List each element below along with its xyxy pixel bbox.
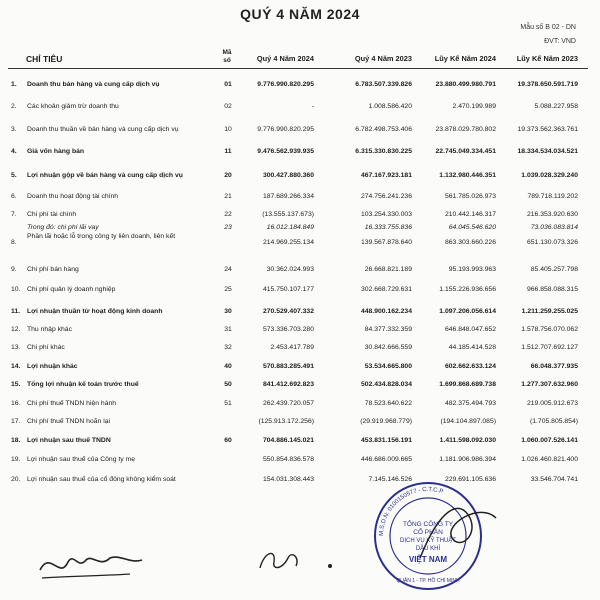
value-q4-2024: 214.969.255.134 [262,239,314,246]
value-q4-2024: 16.012.184.849 [266,224,314,231]
signature-right [400,488,510,578]
row-code: 25 [224,286,232,293]
row-label: Các khoản giảm trừ doanh thu [27,103,119,110]
value-q4-2023: 448.900.162.234 [360,308,412,315]
value-ytd-2024: 23.878.029.780.802 [435,126,496,133]
row-code: 40 [224,363,232,370]
value-q4-2024: 187.689.266.334 [262,193,314,200]
value-ytd-2023: 33.546.704.741 [530,476,578,483]
row-code: 60 [224,437,232,444]
value-q4-2023: 30.842.666.559 [364,344,412,351]
seal-line-2: CỔ PHẦN [413,529,443,536]
row-code: 01 [224,81,232,88]
header-code: Mã số [222,49,232,64]
value-q4-2023: 6.783.507.339.826 [355,81,412,88]
row-number: 12. [11,326,21,333]
row-label: Lợi nhuận gộp về bán hàng và cung cấp dịch vụ [27,172,183,179]
value-q4-2023: 16.333.755.836 [364,224,412,231]
row-code: 30 [224,308,232,315]
value-ytd-2023: 19.378.650.591.719 [517,81,578,88]
value-q4-2024: 2.453.417.789 [270,344,314,351]
value-q4-2023: (29.919.968.779) [360,418,412,425]
row-number: 18. [11,437,21,444]
value-q4-2024: 9.476.562.939.935 [257,148,314,155]
value-ytd-2023: 73.036.083.814 [530,224,578,231]
value-q4-2023: 78.523.640.622 [364,400,412,407]
row-number: 16. [11,400,21,407]
value-q4-2023: 139.567.878.640 [360,239,412,246]
row-number: 1. [11,81,17,88]
value-ytd-2023: 85.405.257.798 [530,266,578,273]
row-number: 6. [11,193,17,200]
row-label: Doanh thu bán hàng và cung cấp dịch vụ [27,81,160,88]
value-ytd-2023: 219.005.912.673 [526,400,578,407]
header-divider [8,68,588,69]
value-ytd-2023: 966.858.088.315 [526,286,578,293]
value-ytd-2024: 863.303.660.226 [444,239,496,246]
value-ytd-2024: 1.155.226.936.656 [439,286,496,293]
row-number: 19. [11,456,21,463]
header-ytd-2024: Lũy Kế Năm 2024 [434,54,496,63]
row-number: 13. [11,344,21,351]
value-ytd-2024: 646.848.047.652 [444,326,496,333]
seal-line-1: TỔNG CÔNG TY [402,521,454,528]
row-number: 8. [11,239,17,246]
value-ytd-2023: (1.705.805.854) [530,418,578,425]
value-ytd-2023: 651.130.073.326 [526,239,578,246]
value-q4-2024: 154.031.308.443 [262,476,314,483]
value-q4-2024: 550.854.836.578 [262,456,314,463]
value-ytd-2024: 22.745.049.334.451 [435,148,496,155]
value-q4-2024: (125.913.172.256) [258,418,314,425]
row-number: 11. [11,308,21,315]
row-number: 15. [11,381,21,388]
value-q4-2023: 6.315.330.830.225 [355,148,412,155]
row-label: Chi phí bán hàng [27,266,79,273]
value-q4-2024: 9.776.990.820.295 [257,81,314,88]
value-q4-2023: 302.668.729.631 [360,286,412,293]
row-number: 17. [11,418,21,425]
value-q4-2024: 570.883.285.491 [262,363,314,370]
row-label: Phần lãi hoặc lỗ trong công ty liên doanh, liên kết [27,233,176,240]
value-ytd-2023: 5.088.227.958 [534,103,578,110]
value-q4-2024: 262.439.720.057 [262,400,314,407]
row-code: 22 [224,211,232,218]
row-label: Trong đó: chi phí lãi vay [27,224,99,231]
signature-middle [230,540,340,580]
value-ytd-2024: 1.181.906.986.394 [439,456,496,463]
value-ytd-2024: 602.662.633.124 [444,363,496,370]
row-code: 31 [224,326,232,333]
value-q4-2023: 446.686.009.665 [360,456,412,463]
row-code: 50 [224,381,232,388]
value-q4-2023: 103.254.330.003 [360,211,412,218]
value-ytd-2023: 1.277.307.632.960 [521,381,578,388]
row-label: Lợi nhuận thuần từ hoạt động kinh doanh [27,308,163,315]
value-q4-2023: 6.782.498.753.406 [355,126,412,133]
form-number: Mẫu số B 02 - DN [520,24,576,31]
value-ytd-2024: 482.375.494.793 [444,400,496,407]
value-q4-2023: 467.167.923.181 [360,172,412,179]
value-ytd-2024: 1.699.868.689.738 [439,381,496,388]
seal-bottom-text: QUẬN 1 - TP. HỒ CHÍ MINH [396,578,460,584]
row-code: 11 [224,148,232,155]
row-number: 4. [11,148,17,155]
value-ytd-2023: 18.334.534.034.521 [517,148,578,155]
value-ytd-2023: 19.373.562.363.761 [517,126,578,133]
row-number: 3. [11,126,17,133]
row-label: Lợi nhuận sau thuế của Công ty mẹ [27,456,135,463]
header-ytd-2023: Lũy Kế Năm 2023 [516,54,578,63]
row-code: 24 [224,266,232,273]
row-label: Chi phí thuế TNDN hiện hành [27,400,117,407]
row-label: Chi phí quản lý doanh nghiệp [27,286,116,293]
value-ytd-2023: 1.060.007.526.141 [521,437,578,444]
value-ytd-2024: 23.880.499.980.791 [435,81,496,88]
value-q4-2024: 415.750.107.177 [262,286,314,293]
value-ytd-2024: 1.411.598.092.030 [439,437,496,444]
row-code: 20 [224,172,232,179]
header-q4-2023: Quý 4 Năm 2023 [354,54,412,63]
row-number: 10. [11,286,21,293]
value-q4-2023: 84.377.332.359 [364,326,412,333]
value-ytd-2024: (194.104.897.085) [440,418,496,425]
value-ytd-2024: 210.442.146.317 [444,211,496,218]
row-number: 2. [11,103,17,110]
value-ytd-2024: 64.045.546.620 [448,224,496,231]
value-q4-2023: 453.831.156.191 [360,437,412,444]
value-ytd-2024: 561.785.026.973 [444,193,496,200]
row-code: 10 [224,126,232,133]
row-label: Chi phí tài chính [27,211,77,218]
value-q4-2023: 26.668.821.189 [364,266,412,273]
row-number: 9. [11,266,17,273]
value-ytd-2024: 95.193.993.963 [448,266,496,273]
row-code: 02 [224,103,232,110]
value-q4-2024: 841.412.692.823 [262,381,314,388]
value-q4-2023: 7.145.146.526 [368,476,412,483]
value-q4-2023: 274.756.241.236 [360,193,412,200]
value-q4-2024: 270.529.407.332 [262,308,314,315]
seal-ring-text: M.S.D.N: 0100150577 - C.T.C.P [378,486,444,537]
row-label: Lợi nhuận sau thuế TNDN [27,437,111,444]
header-q4-2024: Quý 4 Năm 2024 [256,54,314,63]
value-ytd-2024: 44.185.414.528 [448,344,496,351]
value-ytd-2023: 66.048.377.935 [530,363,578,370]
row-label: Thu nhập khác [27,326,72,333]
seal-line-4: DẦU KHÍ [415,546,441,552]
value-q4-2024: (13.555.137.673) [262,211,314,218]
row-label: Doanh thu hoạt động tài chính [27,193,119,200]
seal-line-5: VIỆT NAM [408,555,448,564]
row-number: 5. [11,172,17,179]
value-ytd-2023: 1.039.028.329.240 [521,172,578,179]
value-q4-2024: 300.427.880.360 [262,172,314,179]
row-label: Chi phí khác [27,344,65,351]
row-code: 32 [224,344,232,351]
value-q4-2024: 9.776.990.820.295 [257,126,314,133]
row-code: 21 [224,193,232,200]
value-ytd-2024: 1.097.206.056.614 [439,308,496,315]
row-label: Giá vốn hàng bán [27,148,85,155]
value-q4-2024: - [311,103,314,110]
row-number: 7. [11,211,17,218]
table-header [0,48,600,68]
value-q4-2024: 704.886.145.021 [262,437,314,444]
signature-left [30,540,150,590]
row-label: Tổng lợi nhuận kế toán trước thuế [27,381,139,388]
value-ytd-2023: 1.512.707.692.127 [521,344,578,351]
row-code: 23 [224,224,232,231]
row-number: 14. [11,363,21,370]
value-ytd-2023: 1.578.756.070.062 [521,326,578,333]
value-ytd-2024: 2.470.199.989 [452,103,496,110]
header-item: CHỈ TIÊU [26,54,63,64]
report-title: QUÝ 4 NĂM 2024 [240,6,360,22]
value-q4-2024: 30.362.024.993 [266,266,314,273]
value-ytd-2023: 789.718.119.202 [527,193,578,200]
row-number: 20. [11,476,21,483]
value-ytd-2023: 1.211.259.255.025 [521,308,578,315]
row-label: Doanh thu thuần về bán hàng và cung cấp dịch vụ [27,126,179,133]
value-q4-2023: 53.534.665.800 [364,363,412,370]
value-ytd-2023: 1.026.460.821.400 [521,456,578,463]
row-label: Lợi nhuận sau thuế của cổ đông không kiểm soát [27,476,176,483]
value-q4-2023: 1.008.586.420 [368,103,412,110]
row-code: 51 [224,400,232,407]
row-label: Lợi nhuận khác [27,363,78,370]
seal-line-3: DỊCH VỤ KỸ THUẬT [400,538,456,544]
value-ytd-2024: 229.691.105.636 [444,476,496,483]
row-label: Chi phí thuế TNDN hoãn lại [27,418,110,425]
currency-unit: ĐVT: VND [544,38,576,45]
value-ytd-2024: 1.132.980.446.351 [439,172,496,179]
value-q4-2024: 573.336.703.280 [262,326,314,333]
value-q4-2023: 502.434.828.034 [360,381,412,388]
value-ytd-2023: 216.353.920.630 [526,211,578,218]
